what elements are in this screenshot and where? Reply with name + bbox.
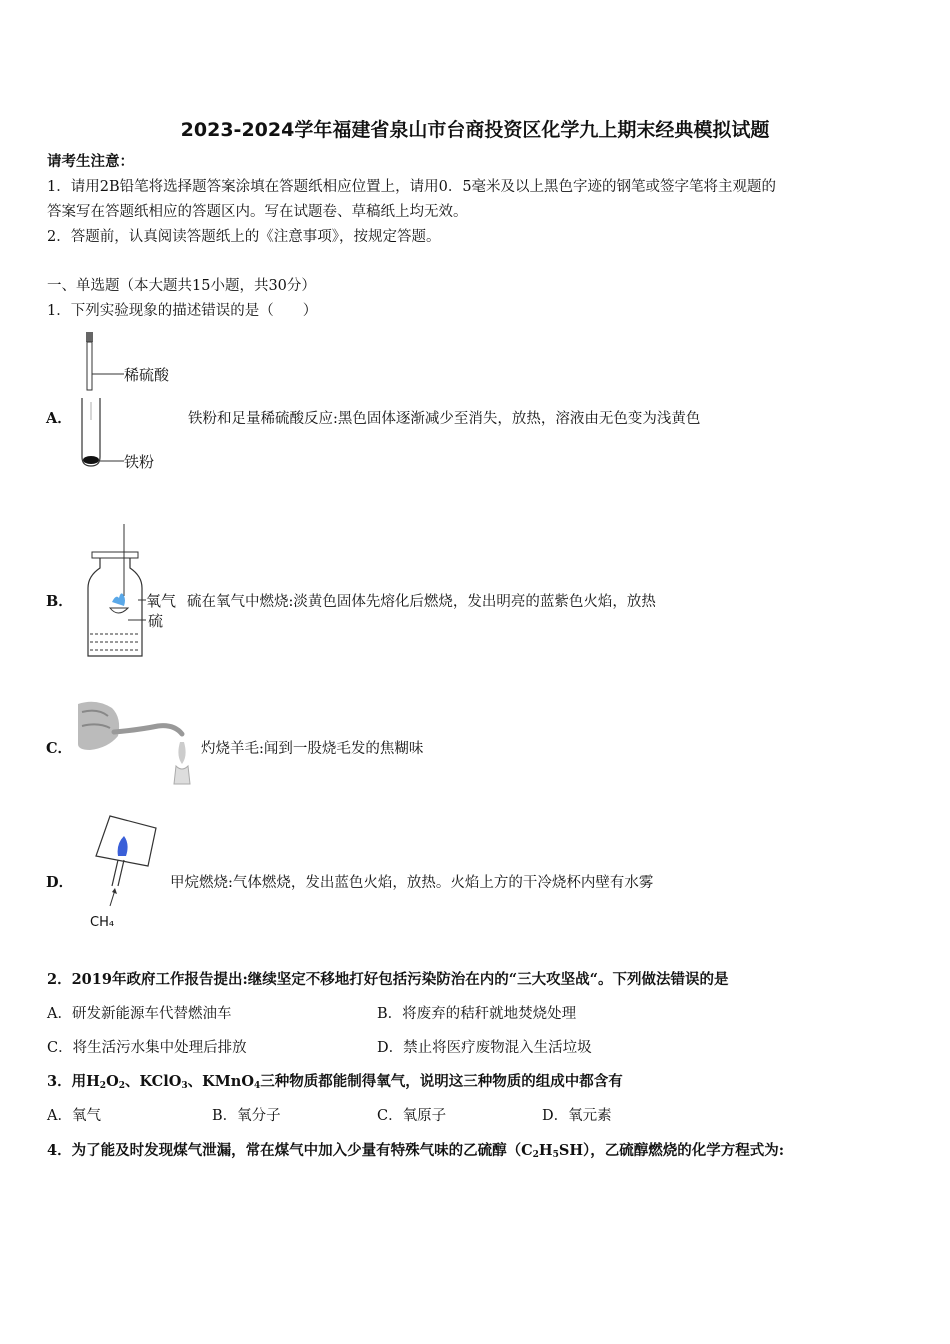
label-sulfur: 硫 [148, 612, 164, 630]
q3-option-b: B．氧分子 [212, 1108, 281, 1124]
tweezers-with-wool [114, 726, 182, 734]
q1-option-d-text: 甲烷燃烧:气体燃烧，发出蓝色火焰，放热。火焰上方的干冷烧杯内壁有水雾 [170, 875, 654, 891]
q3-prefix: 3．用 [47, 1073, 87, 1090]
blue-violet-flame [112, 593, 125, 606]
dropper-tube [87, 342, 92, 390]
formula-kclo3: 、KClO$_3$ [124, 1073, 188, 1091]
page-title: 2023-2024学年福建省泉山市台商投资区化学九上期末经典模拟试题 [180, 119, 770, 141]
dropper-bulb [86, 332, 93, 342]
q2-option-c: C．将生活污水集中处理后排放 [47, 1040, 247, 1056]
gas-tube [112, 860, 118, 886]
iron-powder [83, 456, 99, 464]
q3-option-d: D．氧元素 [542, 1108, 612, 1124]
question-2-stem: 2．2019年政府工作报告提出:继续坚定不移地打好包括污染防治在内的“三大攻坚战“。下列做法错误的是 [47, 971, 729, 988]
q1-option-c-label: C． [46, 740, 73, 757]
glass-cover [92, 552, 138, 558]
question-4-stem: 4．为了能及时发现煤气泄漏，常在煤气中加入少量有特殊气味的乙硫醇$(C_2H_5SH)$，乙硫醇燃烧的化学方程式为: [47, 1142, 785, 1160]
question-3-stem [47, 1073, 623, 1095]
burning-wool-figure [78, 698, 200, 790]
q1-option-c-text: 灼烧羊毛:闻到一股烧毛发的焦糊味 [201, 741, 424, 757]
blue-flame [118, 836, 128, 856]
question-1-stem: 1．下列实验现象的描述错误的是（ ） [47, 303, 318, 319]
notice-item-1-cont: 答案写在答题纸相应的答题区内。写在试题卷、草稿纸上均无效。 [47, 204, 468, 220]
q1-option-b-label: B． [46, 593, 73, 610]
q1-option-a-text: 铁粉和足量稀硫酸反应:黑色固体逐渐减少至消失，放热，溶液由无色变为浅黄色 [188, 411, 701, 427]
alcohol-lamp [174, 766, 190, 784]
q3-option-c: C．氧原子 [377, 1108, 447, 1124]
gas-jar [88, 558, 142, 656]
label-iron-powder: 铁粉 [124, 453, 155, 471]
q3-option-a: A．氧气 [47, 1108, 101, 1124]
gas-jar-figure [82, 522, 187, 662]
label-dilute-sulfuric-acid: 稀硫酸 [124, 366, 170, 384]
notice-item-2: 2．答题前，认真阅读答题纸上的《注意事项》，按规定答题。 [47, 229, 441, 245]
flame [178, 742, 185, 764]
combustion-spoon [110, 608, 128, 613]
test-tube-figure [72, 330, 187, 475]
methane-flame-figure [82, 810, 164, 934]
label-oxygen: 氧气 [146, 592, 177, 610]
q1-option-a-label: A． [46, 410, 72, 427]
q2-option-b: B．将废弃的秸秆就地焚烧处理 [377, 1006, 577, 1022]
label-ch4: CH₄ [90, 915, 115, 930]
formula-h2o2: $H_2O_2$ [86, 1073, 125, 1091]
notice-item-1: 1．请用2B铅笔将选择题答案涂填在答题纸相应位置上，请用0．5毫米及以上黑色字迹的钢笔或签字笔将主观题的 [47, 179, 777, 195]
notice-heading: 请考生注意： [47, 153, 134, 170]
q1-option-d-label: D． [46, 874, 74, 891]
q2-option-a: A．研发新能源车代替燃油车 [47, 1006, 232, 1022]
q3-suffix: 三种物质都能制得氧气，说明这三种物质的组成中都含有 [260, 1073, 623, 1090]
q2-option-d: D．禁止将医疗废物混入生活垃圾 [377, 1040, 592, 1056]
section-heading: 一、单选题（本大题共15小题，共30分） [47, 278, 316, 294]
formula-kmno4: 、KMnO$_4$ [187, 1073, 261, 1091]
q1-option-b-text: 硫在氧气中燃烧:淡黄色固体先熔化后燃烧，发出明亮的蓝紫色火焰，放热 [187, 594, 656, 610]
